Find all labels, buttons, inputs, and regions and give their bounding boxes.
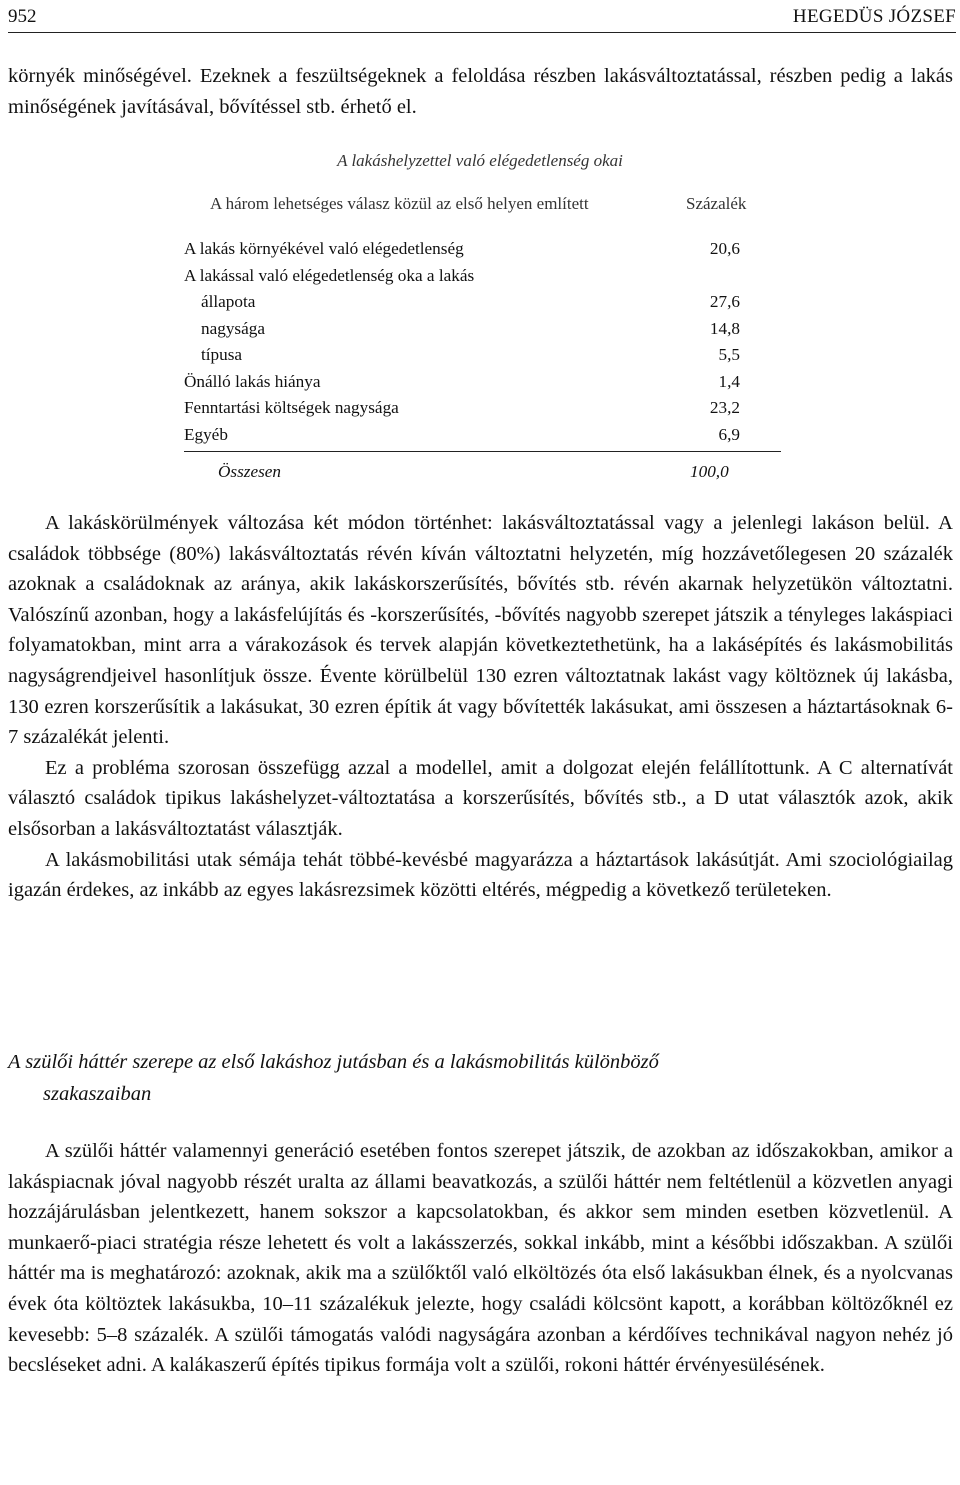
main-text-block	[8, 508, 953, 906]
row-label: nagysága	[201, 318, 265, 338]
section-heading-line: szakaszaiban	[43, 1083, 152, 1105]
row-label: A lakással való elégedetlenség oka a lakás	[184, 265, 475, 285]
row-label: Egyéb	[184, 424, 228, 444]
table-row	[184, 342, 740, 369]
page-number: 952	[8, 6, 37, 27]
section-heading	[8, 1046, 948, 1110]
row-label: állapota	[201, 292, 256, 311]
paragraph: A lakásmobilitási utak sémája tehát többé-kevésbé magyarázza a háztartások lakásútját. Ami szociológiailag igazán érdekes, az inkább az egyes lakásrezsimek közötti eltérés, mégpedig a következő területeken.	[8, 848, 953, 902]
intro-paragraph: környék minőségével. Ezeknek a feszültségeknek a feloldása részben lakásváltoztatással, részben pedig a lakás minőségének javításával, bővítéssel stb. érhető el.	[8, 65, 953, 118]
row-value: 27,6	[709, 292, 740, 311]
row-label: típusa	[201, 345, 243, 364]
running-head-author: HEGEDÜS JÓZSEF	[792, 6, 956, 27]
paragraph: A lakáskörülmények változása két módon történhet: lakásváltoztatással vagy a jelenlegi lakáson belül. A családok többsége (80%) lakásváltoztatás révén kíván változtatni helyzetén, míg hozzávetőlegesen 20 százalék azoknak a családoknak az aránya, akik lakáskorszerűsítés, bővítés stb. révén akarnak helyzetükön változtatni. Valószínű azonban, hogy a lakásfelújítás és -korszerűsítés, -bővítés nagyobb szerepet játszik a tényleges lakáspiaci folyamatokban, mint arra a várakozások és tervek alapján következtethetünk, ha a lakásépítés és lakásmobilitás nagyságrendjeivel hasonlítjuk össze. Évente körülbelül 130 ezren változtatnak lakást vagy költöznek új lakásba, 130 ezren korszerűsítik a lakásukat, 30 ezren építik át vagy bővítették lakásukat, ami összesen a háztartásoknak 6-7 százalékát jelenti.	[8, 512, 953, 749]
table-row	[184, 369, 740, 396]
page-header	[8, 2, 956, 33]
table-total-label: Összesen	[218, 462, 282, 481]
table-row	[184, 395, 740, 422]
table-caption: A lakáshelyzettel való elégedetlenség okai	[337, 151, 623, 170]
table-body	[184, 236, 740, 448]
row-value: 23,2	[709, 398, 740, 417]
section-text-block	[8, 1136, 953, 1381]
paragraph: A szülői háttér valamennyi generáció esetében fontos szerepet játszik, de azokban az időszakokban, amikor a lakáspiacnak jóval nagyobb részét uralta az állami beavatkozás, a szülői háttér nem feltétlenül a közvetlen anyagi hozzájárulásban jelentkezett, hanem sokszor a kapcsolatokban, és akkor sem minden esetben közvetlenül. A munkaerő-piaci stratégia része lehetett és volt a lakásszerzés, sokkal inkább, mint a későbbi időszakban. A szülői háttér ma is meghatározó: azoknak, akik ma a szülőktől való elköltözés óta első lakásukban élnek, és a nyolcvanas évek óta költöztek lakásukba, 10–11 százalékuk jelezte, hogy családi kölcsönt kapott, a korábban költözőknél ez kevesebb: 5–8 százalék. A szülői támogatás valódi nagyságára azonban a kérdőíves technikával nagyon nehéz jó becsléseket adni. A kalákaszerű építés tipikus formája volt a szülői, rokoni háttér érvényesülésének.	[8, 1140, 953, 1377]
table-row	[184, 422, 740, 449]
row-label: Fenntartási költségek nagysága	[184, 398, 399, 417]
row-value: 5,5	[718, 345, 740, 364]
table-row	[184, 316, 740, 343]
row-label: Önálló lakás hiánya	[184, 371, 321, 391]
table-row	[184, 263, 740, 290]
row-label: A lakás környékével való elégedetlenség	[184, 239, 464, 258]
intro-paragraph-block	[8, 61, 953, 122]
row-value: 1,4	[718, 371, 740, 391]
row-value: 14,8	[709, 318, 740, 338]
table-row	[184, 236, 740, 263]
table-column-header-right: Százalék	[686, 194, 747, 213]
table-total-value: 100,0	[690, 462, 729, 481]
table-row	[184, 289, 740, 316]
table-total-rule	[184, 451, 781, 452]
paragraph: Ez a probléma szorosan összefügg azzal a modellel, amit a dolgozat elején felállítottunk. A C alternatívát választó családok tipikus lakáshelyzet-változtatása a korszerűsítés, bővítés stb., a D utat választók azok, akik elsősorban a lakásváltoztatást választják.	[8, 756, 953, 840]
row-value: 20,6	[709, 239, 740, 258]
section-heading-line: A szülői háttér szerepe az első lakáshoz jutásban és a lakásmobilitás különböző	[8, 1051, 659, 1073]
table-column-header-left: A három lehetséges válasz közül az első helyen említett	[210, 194, 589, 213]
row-value: 6,9	[718, 424, 740, 444]
